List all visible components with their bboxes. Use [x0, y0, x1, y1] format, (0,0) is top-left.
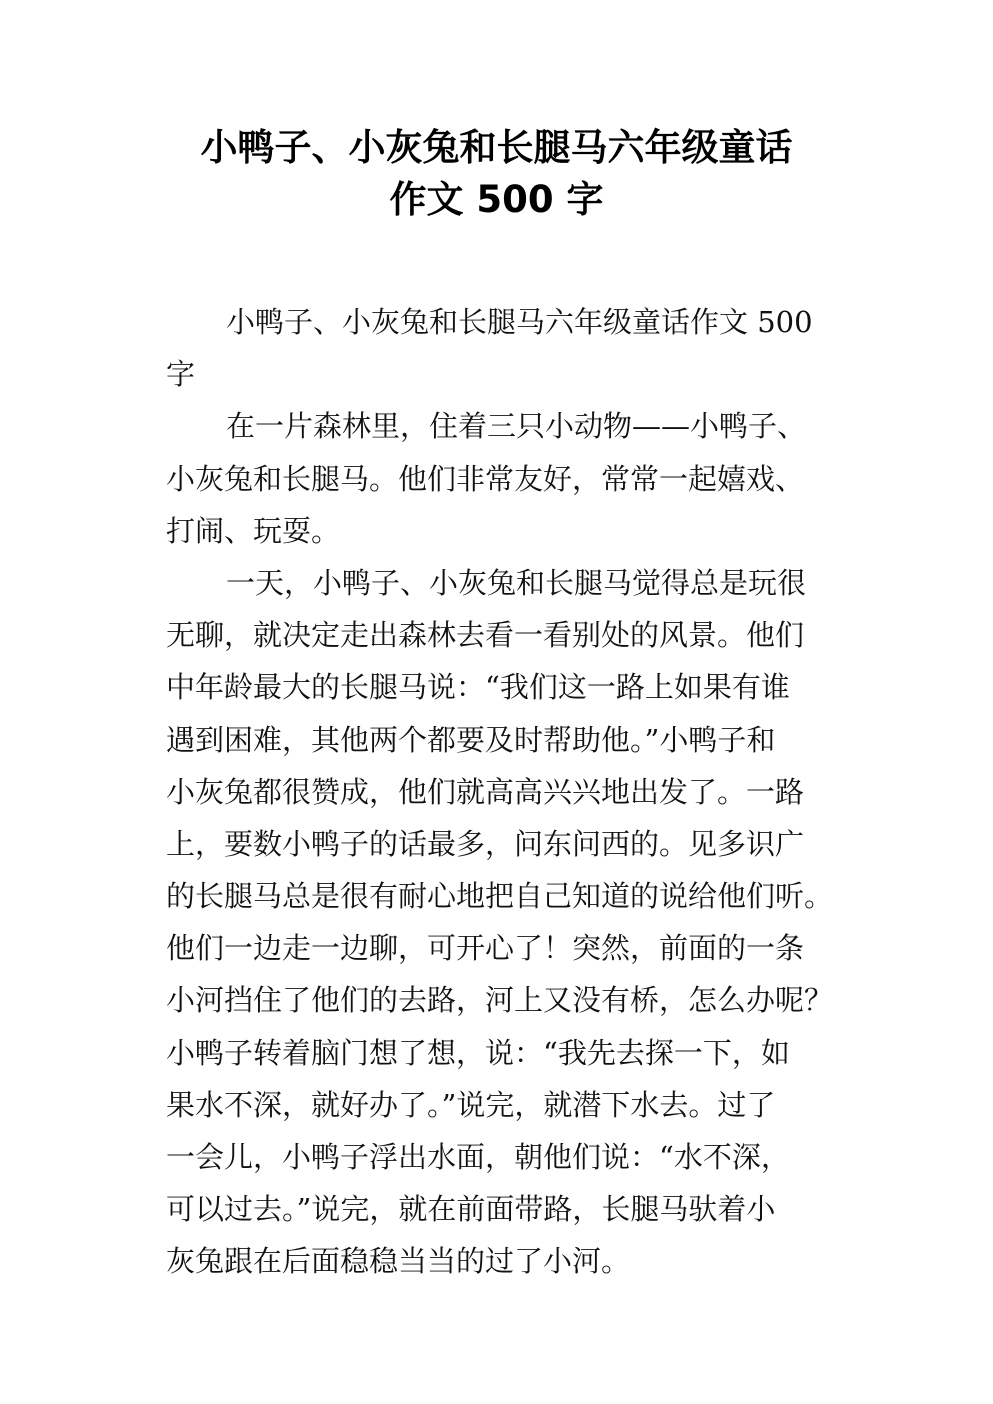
paragraph-line: 小灰兔都很赞成，他们就高高兴兴地出发了。一路 — [166, 774, 805, 809]
paragraph-line: 灰兔跟在后面稳稳当当的过了小河。 — [166, 1244, 631, 1279]
paragraph-line: 小鸭子、小灰兔和长腿马六年级童话作文 500 — [226, 305, 813, 339]
paragraph-intro — [166, 400, 846, 557]
paragraph-line: 可以过去。”说完，就在前面带路，长腿马驮着小 — [166, 1192, 776, 1227]
paragraph-line: 小灰兔和长腿马。他们非常友好，常常一起嬉戏、 — [166, 461, 805, 496]
paragraph-line: 小河挡住了他们的去路，河上又没有桥，怎么办呢？ — [166, 983, 834, 1018]
document-body — [166, 296, 846, 1288]
paragraph-line: 小鸭子转着脑门想了想，说：“我先去探一下，如 — [166, 1035, 790, 1070]
paragraph-line: 他们一边走一边聊，可开心了！突然，前面的一条 — [166, 931, 805, 966]
paragraph-line: 的长腿马总是很有耐心地把自己知道的说给他们听。 — [166, 879, 834, 914]
document-title-line-1: 小鸭子、小灰兔和长腿马六年级童话 — [200, 126, 793, 169]
paragraph-line: 无聊，就决定走出森林去看一看别处的风景。他们 — [166, 618, 805, 653]
document-title-line-2: 作文 500 字 — [389, 178, 604, 221]
paragraph-line: 上，要数小鸭子的话最多，问东问西的。见多识广 — [166, 826, 805, 861]
paragraph-line: 字 — [166, 357, 196, 392]
paragraph-line: 在一片森林里，住着三只小动物——小鸭子、 — [226, 409, 807, 444]
paragraph-line: 中年龄最大的长腿马说：“我们这一路上如果有谁 — [166, 670, 790, 705]
paragraph-line: 打闹、玩耍。 — [166, 513, 341, 548]
paragraph-story — [166, 557, 846, 1288]
paragraph-line: 遇到困难，其他两个都要及时帮助他。”小鸭子和 — [166, 722, 776, 757]
paragraph-line: 一天，小鸭子、小灰兔和长腿马觉得总是玩很 — [226, 565, 807, 600]
paragraph-line: 果水不深，就好办了。”说完，就潜下水去。过了 — [166, 1087, 776, 1122]
paragraph-line: 一会儿，小鸭子浮出水面，朝他们说：“水不深， — [166, 1140, 790, 1174]
paragraph-heading-repeat — [166, 296, 846, 400]
